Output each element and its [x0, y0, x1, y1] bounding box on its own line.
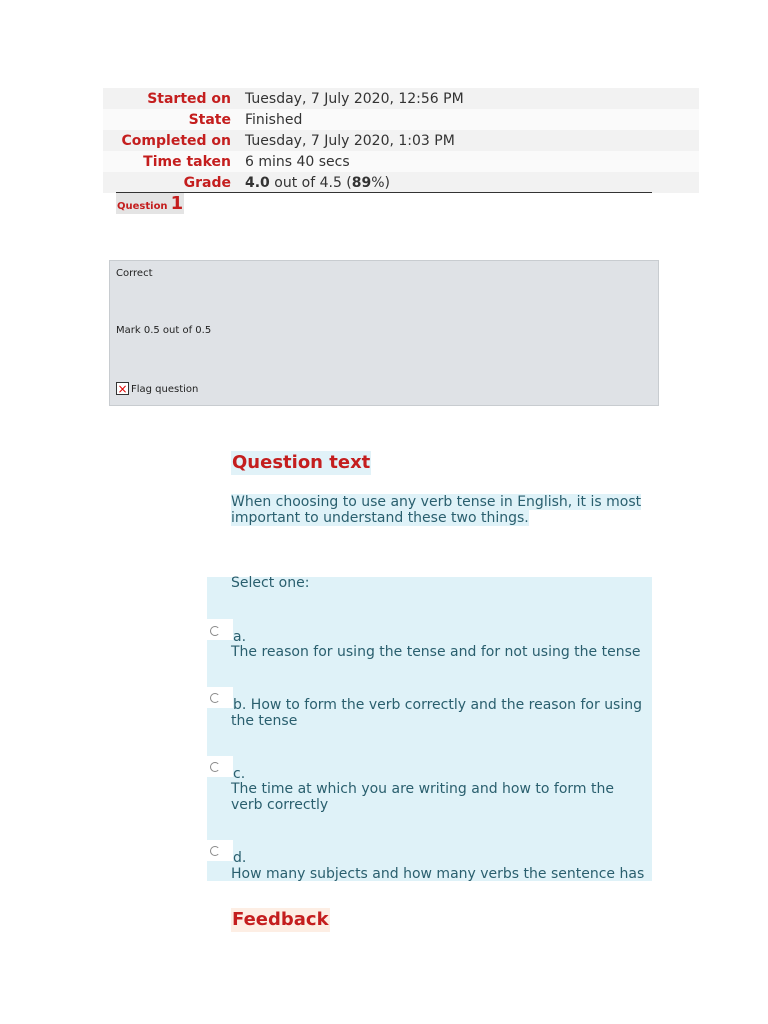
question-text-content: When choosing to use any verb tense in English, it is most important to understand these two things.	[231, 494, 642, 526]
option-c-letter[interactable]: c.	[233, 766, 246, 782]
grade-percent: 89	[351, 174, 372, 191]
state-label: State	[188, 111, 231, 128]
option-d-letter[interactable]: d.	[233, 850, 247, 866]
option-d-radio[interactable]	[210, 846, 220, 856]
state-value: Finished	[245, 111, 303, 128]
time-taken-value: 6 mins 40 secs	[245, 153, 350, 170]
option-a-radio[interactable]	[210, 626, 220, 636]
summary-row-time	[103, 151, 699, 172]
summary-row-state	[103, 109, 699, 130]
option-d-text[interactable]: How many subjects and how many verbs the sentence has	[231, 866, 645, 882]
feedback-heading: Feedback	[232, 909, 329, 930]
flag-x-icon[interactable]: ×	[117, 382, 128, 396]
question-status: Correct	[116, 268, 153, 279]
summary-row-started	[103, 88, 699, 109]
question-info-panel	[109, 260, 659, 406]
grade-out-of: out of 4.5 (	[274, 174, 352, 191]
option-b-radio[interactable]	[210, 693, 220, 703]
completed-on-label: Completed on	[121, 132, 231, 149]
option-c-text[interactable]: The time at which you are writing and how to form the verb correctly	[231, 781, 614, 813]
grade-label: Grade	[183, 174, 231, 191]
grade-value	[239, 172, 699, 193]
attempt-summary-table	[103, 88, 699, 193]
summary-row-grade	[103, 172, 699, 193]
question-mark: Mark 0.5 out of 0.5	[116, 325, 212, 336]
summary-divider	[116, 192, 652, 193]
grade-score: 4.0	[245, 174, 270, 191]
flag-question-toggle[interactable]	[116, 382, 198, 395]
flag-question-label[interactable]: Flag question	[131, 384, 199, 395]
question-text-heading: Question text	[232, 452, 371, 473]
option-b-body[interactable]: How to form the verb correctly and the reason for using the tense	[231, 697, 643, 729]
option-a-text[interactable]: The reason for using the tense and for not using the tense	[231, 644, 641, 660]
started-on-value: Tuesday, 7 July 2020, 12:56 PM	[245, 90, 464, 107]
grade-suffix: %)	[371, 174, 391, 191]
answer-block	[207, 577, 652, 881]
completed-on-value: Tuesday, 7 July 2020, 1:03 PM	[245, 132, 455, 149]
summary-row-completed	[103, 130, 699, 151]
question-text	[231, 494, 651, 526]
option-b-letter[interactable]: b.	[233, 697, 247, 713]
option-b-text[interactable]	[231, 697, 651, 729]
started-on-label: Started on	[147, 90, 231, 107]
question-number: 1	[170, 193, 184, 214]
time-taken-label: Time taken	[143, 153, 231, 170]
question-label: Question	[117, 201, 168, 212]
select-one-prompt: Select one:	[231, 575, 310, 591]
question-number-badge	[116, 193, 184, 214]
option-c-radio[interactable]	[210, 762, 220, 772]
option-a-letter[interactable]: a.	[233, 629, 247, 645]
